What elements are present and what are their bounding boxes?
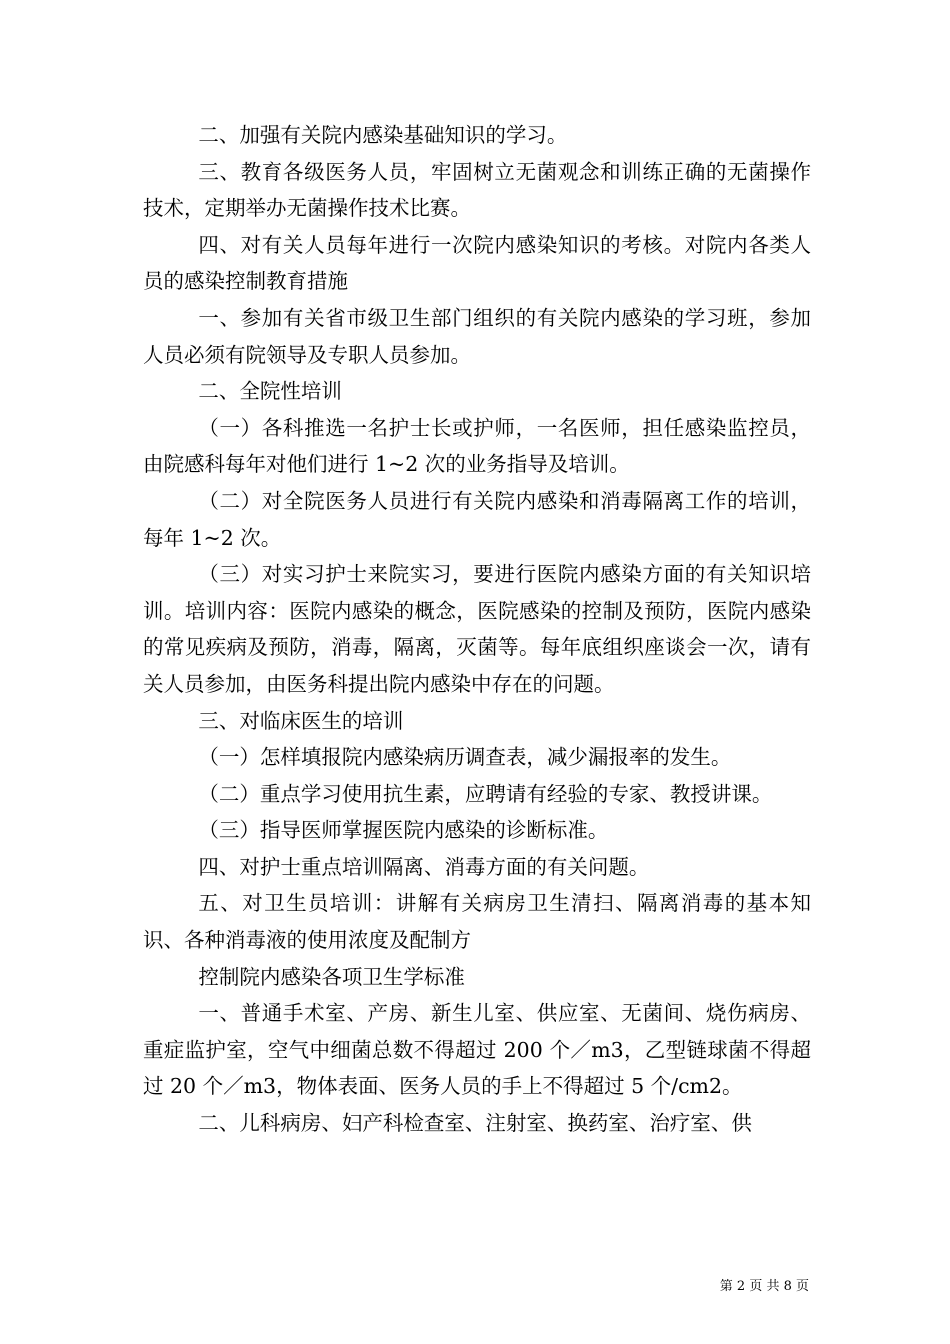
paragraph: （一）怎样填报院内感染病历调查表，减少漏报率的发生。 <box>198 745 732 770</box>
document-body <box>143 117 811 1142</box>
paragraph: （一）各科推选一名护士长或护师，一名医师，担任感染监控员，由院感科每年对他们进行 1~2 次的业务指导及培训。 <box>143 415 811 477</box>
page-number-footer: 第 2 页 共 8 页 <box>719 1279 809 1294</box>
paragraph: 四、对护士重点培训隔离、消毒方面的有关问题。 <box>198 854 650 879</box>
section-heading: 二、全院性培训 <box>198 379 342 404</box>
paragraph: 四、对有关人员每年进行一次院内感染知识的考核。对院内各类人员的感染控制教育措施 <box>143 232 811 294</box>
section-title: 控制院内感染各项卫生学标准 <box>198 964 465 989</box>
paragraph: （二）对全院医务人员进行有关院内感染和消毒隔离工作的培训，每年 1~2 次。 <box>143 488 811 550</box>
paragraph: 二、儿科病房、妇产科检查室、注射室、换药室、治疗室、供 <box>198 1111 752 1136</box>
paragraph: （三）对实习护士来院实习，要进行医院内感染方面的有关知识培训。培训内容：医院内感染的概念，医院感染的控制及预防，医院内感染的常见疾病及预防，消毒，隔离，灭菌等。每年底组织座谈会一次，请有关人员参加，由医务科提出院内感染中存在的问题。 <box>143 562 811 696</box>
paragraph: 五、对卫生员培训：讲解有关病房卫生清扫、隔离消毒的基本知识、各种消毒液的使用浓度及配制方 <box>143 891 811 953</box>
paragraph: 一、普通手术室、产房、新生儿室、供应室、无菌间、烧伤病房、重症监护室，空气中细菌总数不得超过 200 个／m3，乙型链球菌不得超过 20 个／m3，物体表面、医务人员的手上不得超过 5 个/cm2。 <box>143 1001 811 1099</box>
section-heading: 三、对临床医生的培训 <box>198 708 404 733</box>
paragraph: （二）重点学习使用抗生素，应聘请有经验的专家、教授讲课。 <box>198 781 773 806</box>
paragraph: （三）指导医师掌握医院内感染的诊断标准。 <box>198 818 609 843</box>
paragraph: 一、参加有关省市级卫生部门组织的有关院内感染的学习班，参加人员必须有院领导及专职人员参加。 <box>143 305 811 367</box>
paragraph: 二、加强有关院内感染基础知识的学习。 <box>198 123 568 147</box>
paragraph: 三、教育各级医务人员，牢固树立无菌观念和训练正确的无菌操作技术，定期举办无菌操作技术比赛。 <box>143 159 811 221</box>
